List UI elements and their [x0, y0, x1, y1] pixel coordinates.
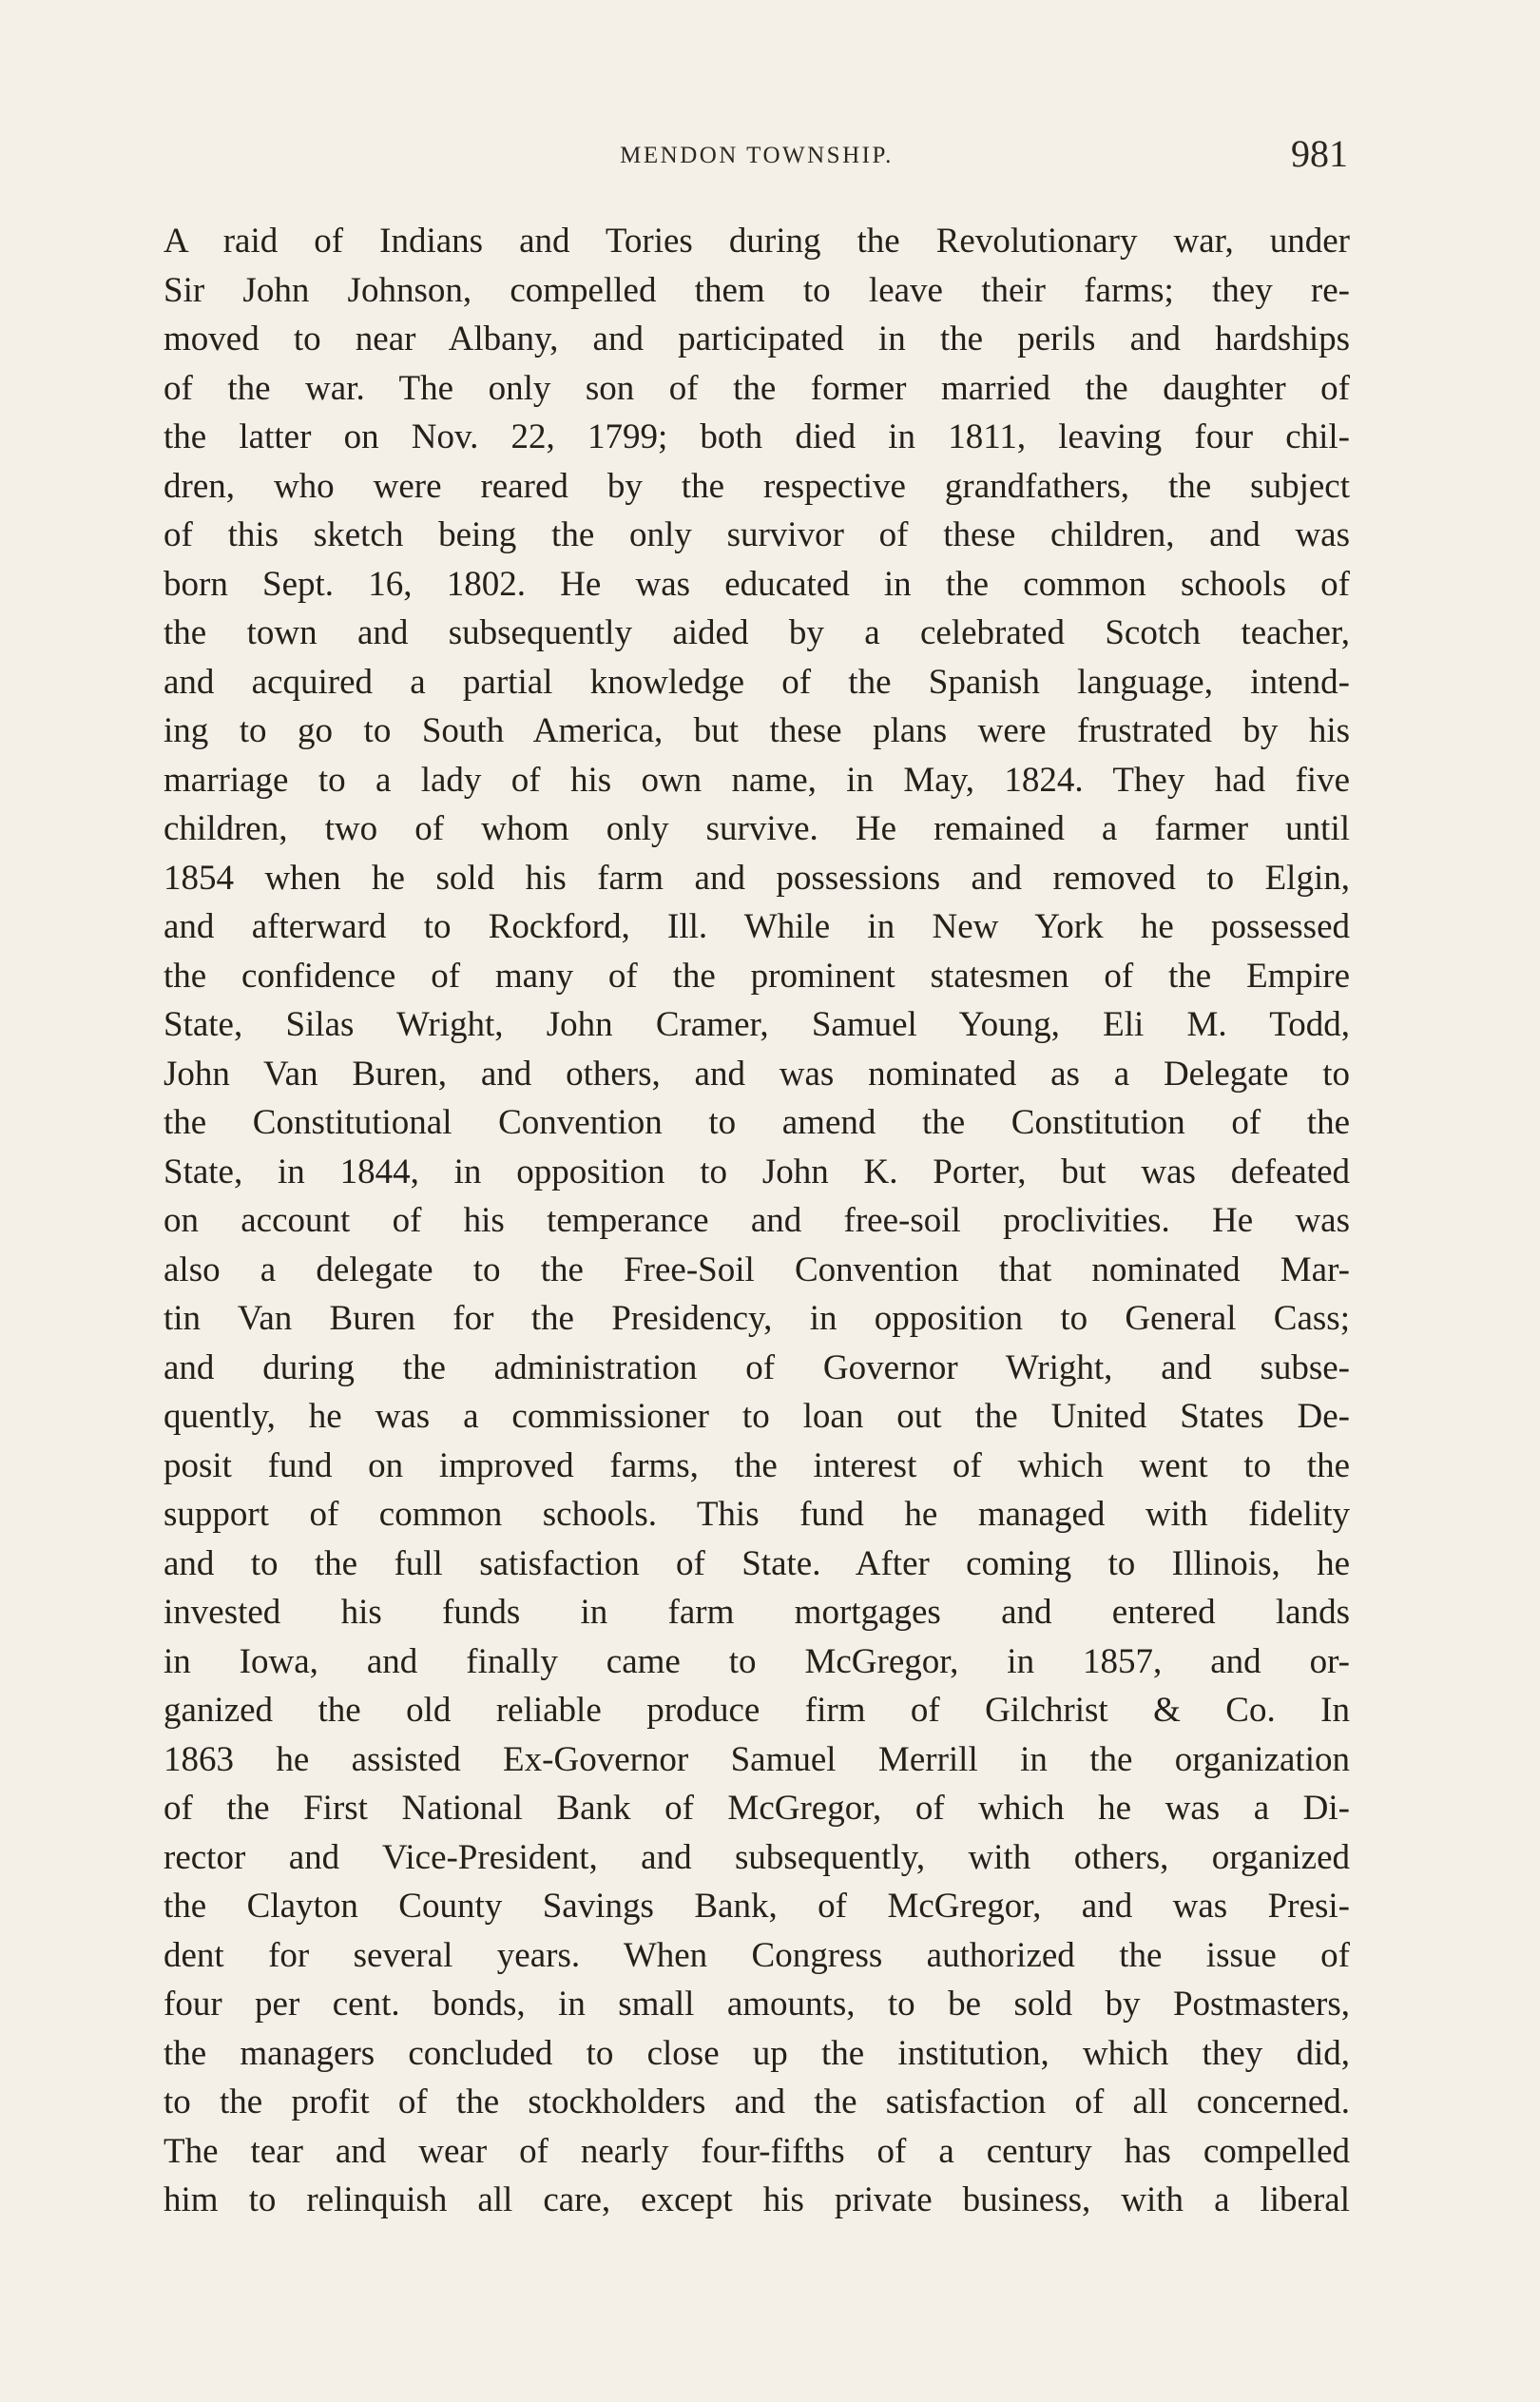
text-line: and afterward to Rockford, Ill. While in New York he possessed [164, 907, 1350, 946]
text-line: support of common schools. This fund he managed with fidelity [164, 1495, 1350, 1534]
text-line: invested his funds in farm mortgages and entered lands [164, 1593, 1350, 1632]
text-line: on account of his temperance and free-soil proclivities. He was [164, 1201, 1350, 1240]
text-line: John Van Buren, and others, and was nominated as a Delegate to [164, 1054, 1350, 1094]
text-line: dren, who were reared by the respective grandfathers, the subject [164, 466, 1350, 506]
text-line: born Sept. 16, 1802. He was educated in the common schools of [164, 564, 1350, 604]
text-line: and during the administration of Governor Wright, and subse- [164, 1347, 1350, 1387]
text-line: of this sketch being the only survivor of these children, and was [164, 515, 1350, 554]
page-header [164, 131, 1350, 188]
text-line: of the war. The only son of the former married the daughter of [164, 368, 1350, 408]
text-line: and acquired a partial knowledge of the Spanish language, intend- [164, 662, 1350, 702]
text-line: the managers concluded to close up the institution, which they did, [164, 2033, 1350, 2073]
text-line: of the First National Bank of McGregor, of which he was a Di- [164, 1789, 1350, 1828]
text-line: four per cent. bonds, in small amounts, to be sold by Postmasters, [164, 1985, 1350, 2024]
text-line: 1854 when he sold his farm and possessions and removed to Elgin, [164, 858, 1350, 898]
text-line: the latter on Nov. 22, 1799; both died in 1811, leaving four chil- [164, 417, 1350, 456]
text-line: State, Silas Wright, John Cramer, Samuel Young, Eli M. Todd, [164, 1005, 1350, 1044]
text-line: ganized the old reliable produce firm of Gilchrist & Co. In [164, 1691, 1350, 1730]
text-line: in Iowa, and finally came to McGregor, in 1857, and or- [164, 1641, 1350, 1681]
page-number: 981 [1291, 132, 1348, 175]
text-line: The tear and wear of nearly four-fifths of a century has compelled [164, 2131, 1350, 2171]
text-line: to the profit of the stockholders and the satisfaction of all concerned. [164, 2082, 1350, 2121]
text-line: the town and subsequently aided by a celebrated Scotch teacher, [164, 613, 1350, 652]
text-line: tin Van Buren for the Presidency, in opposition to General Cass; [164, 1299, 1350, 1338]
text-line: marriage to a lady of his own name, in May, 1824. They had five [164, 760, 1350, 800]
text-line: 1863 he assisted Ex-Governor Samuel Merrill in the organization [164, 1739, 1350, 1779]
text-line: dent for several years. When Congress authorized the issue of [164, 1935, 1350, 1975]
text-line: State, in 1844, in opposition to John K. Porter, but was defeated [164, 1152, 1350, 1191]
text-line: ing to go to South America, but these plans were frustrated by his [164, 711, 1350, 750]
text-line: the Constitutional Convention to amend the Constitution of the [164, 1103, 1350, 1142]
text-line: rector and Vice-President, and subsequently, with others, organized [164, 1837, 1350, 1877]
text-line: A raid of Indians and Tories during the Revolutionary war, under [164, 222, 1350, 261]
text-line: him to relinquish all care, except his private business, with a liberal [164, 2180, 1350, 2219]
text-line: children, two of whom only survive. He remained a farmer until [164, 809, 1350, 848]
body-text [164, 217, 1350, 2225]
text-line: the Clayton County Savings Bank, of McGregor, and was Presi- [164, 1887, 1350, 1926]
text-line: and to the full satisfaction of State. After coming to Illinois, he [164, 1543, 1350, 1583]
text-line: quently, he was a commissioner to loan out the United States De- [164, 1397, 1350, 1436]
text-line: Sir John Johnson, compelled them to leave their farms; they re- [164, 270, 1350, 310]
text-line: the confidence of many of the prominent statesmen of the Empire [164, 956, 1350, 996]
text-line: moved to near Albany, and participated in the perils and hardships [164, 320, 1350, 358]
running-head: MENDON TOWNSHIP. [620, 143, 894, 168]
text-line: posit fund on improved farms, the interest of which went to the [164, 1445, 1350, 1485]
text-line: also a delegate to the Free-Soil Convention that nominated Mar- [164, 1249, 1350, 1289]
